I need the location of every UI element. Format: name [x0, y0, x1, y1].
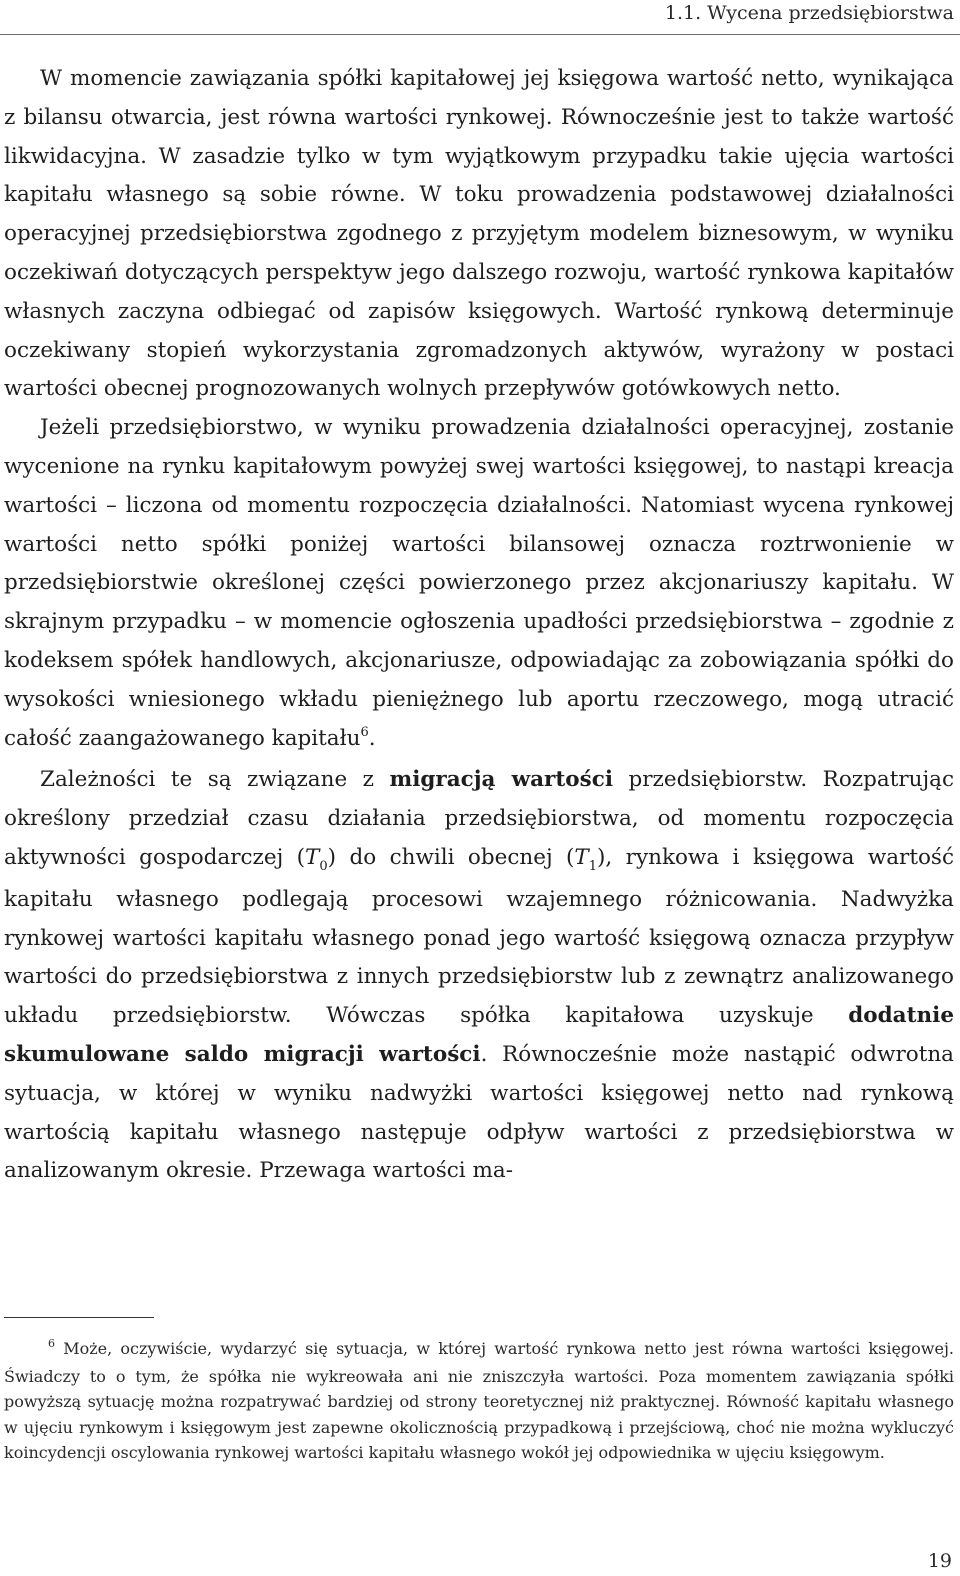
footnote-divider — [4, 1317, 154, 1318]
paragraph-2-end: . — [368, 725, 376, 751]
footnote-reference: 6 — [360, 724, 369, 740]
paragraph-1: W momencie zawiązania spółki kapitałowej jej księgowa wartość netto, wynikająca z bilansu otwarcia, jest równa wartości rynkowej. Równocześnie jest to także wartość likwidacyjna. W zasadzie tylko w tym wyjątkowym przypadku takie ujęcia wartości kapitału własnego są sobie równe. W toku prowadzenia podstawowej działalności operacyjnej przedsiębiorstwa zgodnego z przyjętym modelem biznesowym, w wyniku oczekiwań dotyczących perspektyw jego dalszego rozwoju, wartość rynkowa kapitałów własnych zaczyna odbiegać od zapisów księgowych. Wartość rynkową determinuje oczekiwany stopień wykorzystania zgromadzonych aktywów, wyrażony w postaci wartości obecnej prognozowanych wolnych przepływów gotówkowych netto. — [4, 66, 954, 402]
page-number: 19 — [927, 1550, 952, 1572]
footnote-paragraph — [4, 1336, 954, 1466]
paragraph-3 — [4, 761, 954, 1191]
paragraph-3-part-a: Zależności te są związane z — [40, 767, 390, 793]
footnote-text: Może, oczywiście, wydarzyć się sytuacja, w której wartość rynkowa netto jest równa wartości księgowej. Świadczy to o tym, że spółka nie wykreowała ani nie zniszczyła wartości. Poza momentem zawiązania spółki powyższą sytuację można rozpatrywać bardziej od strony teoretycznej niż praktycznej. Równość kapitału własnego w ujęciu rynkowym i księgowym jest zapewne okolicznością przypadkową i przejściową, choć nie można wykluczyć koincydencji oscylowania rynkowej wartości kapitału własnego wokół jej odpowiednika w ujęciu księgowym. — [4, 1339, 955, 1463]
paragraph-2-text: Jeżeli przedsiębiorstwo, w wyniku prowadzenia działalności operacyjnej, zostanie wycenione na rynku kapitałowym powyżej swej wartości księgowej, to nastąpi kreacja wartości – liczona od momentu rozpoczęcia działalności. Natomiast wycena rynkowej wartości netto spółki poniżej wartości bilansowej oznacza roztrwonienie w przedsiębiorstwie określonej części powierzonego przez akcjonariuszy kapitału. W skrajnym przypadku – w momencie ogłoszenia upadłości przedsiębiorstwa – zgodnie z kodeksem spółek handlowych, akcjonariusze, odpowiadając za zobowiązania spółki do wysokości wniesionego wkładu pieniężnego lub aportu rzeczowego, mogą utracić całość zaangażowanego kapitału — [4, 415, 954, 751]
footnote-number: 6 — [48, 1337, 55, 1350]
symbol-t1-subscript: 1 — [588, 858, 598, 874]
main-text — [4, 60, 954, 1191]
footnote — [4, 1336, 954, 1466]
term-positive-migration-balance: dodatnie skumulowane saldo migracji wartości — [4, 1003, 954, 1067]
symbol-t0: T — [305, 844, 320, 870]
term-value-migration: migracją wartości — [389, 767, 614, 793]
symbol-t0-subscript: 0 — [319, 858, 328, 874]
paragraph-3-part-e: . Równocześnie może nastąpić odwrotna sytuacja, w której w wyniku nadwyżki wartości księgowej netto nad rynkową wartością kapitału własnego następuje odpływ wartości z przedsiębiorstwa w analizowanym okresie. Przewaga wartości ma- — [4, 1041, 954, 1184]
running-head: 1.1. Wycena przedsiębiorstwa — [664, 2, 954, 24]
paragraph-3-part-b: przedsiębiorstw. Rozpatrując określony przedział czasu działania przedsiębiorstwa, od momentu rozpoczęcia aktywności gospodarczej ( — [4, 767, 954, 870]
paragraph-2 — [4, 409, 954, 761]
header-divider — [0, 34, 960, 35]
paragraph-3-part-c: ) do chwili obecnej ( — [327, 844, 575, 870]
symbol-t1: T — [574, 844, 589, 870]
paragraph-3-part-d: ), rynkowa i księgowa wartość kapitału własnego podlegają procesowi wzajemnego różnicowania. Nadwyżka rynkowej wartości kapitału własnego ponad jego wartość księgową oznacza przypływ wartości do przedsiębiorstwa z innych przedsiębiorstw lub z zewnątrz analizowanego układu przedsiębiorstw. Wówczas spółka kapitałowa uzyskuje — [4, 844, 954, 1029]
